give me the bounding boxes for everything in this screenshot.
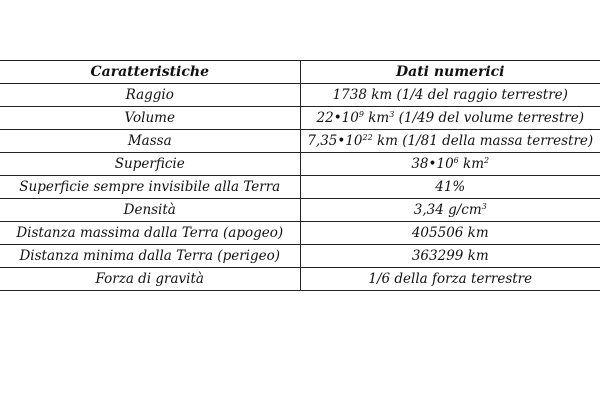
row-value [300,107,600,130]
value-unit: km [363,110,390,126]
table-row-mass [0,130,600,153]
value-exponent: 22 [362,133,373,142]
column-header-characteristics: Caratteristiche [0,61,300,84]
moon-characteristics-table [0,60,600,291]
row-label: Volume [0,107,300,130]
table-row-apogee [0,222,600,245]
table-header-row [0,61,600,84]
row-value: 405506 km [300,222,600,245]
row-value: 363299 km [300,245,600,268]
moon-data-sheet [0,60,600,291]
row-value [300,130,600,153]
row-value: 1738 km (1/4 del raggio terrestre) [300,84,600,107]
row-label: Distanza minima dalla Terra (perigeo) [0,245,300,268]
row-label: Superficie sempre invisibile alla Terra [0,176,300,199]
row-value: 41% [300,176,600,199]
row-label: Superficie [0,153,300,176]
row-label: Distanza massima dalla Terra (apogeo) [0,222,300,245]
table-row-surface [0,153,600,176]
row-label: Densità [0,199,300,222]
value-exponent: 9 [358,110,364,119]
value-part: 3,34 g/cm [413,202,482,218]
value-part: 22•10 [316,110,359,126]
value-note: (1/49 del volume terrestre) [394,110,584,126]
table-row-volume [0,107,600,130]
value-note: km (1/81 della massa terrestre) [372,133,594,149]
value-part: 38•10 [411,156,454,172]
table-row-perigee [0,245,600,268]
row-value [300,199,600,222]
row-label: Forza di gravità [0,268,300,291]
table-row-radius [0,84,600,107]
value-unit-exponent: 2 [484,156,490,165]
value-exponent: 3 [481,202,487,211]
row-value: 1/6 della forza terrestre [300,268,600,291]
value-part: 7,35•10 [307,133,363,149]
table-row-gravity [0,268,600,291]
row-label: Raggio [0,84,300,107]
row-value [300,153,600,176]
value-unit-exponent: 3 [389,110,395,119]
row-label: Massa [0,130,300,153]
column-header-numeric-data: Dati numerici [300,61,600,84]
value-exponent: 6 [453,156,459,165]
value-unit: km [458,156,485,172]
table-row-invisible-surface [0,176,600,199]
table-row-density [0,199,600,222]
